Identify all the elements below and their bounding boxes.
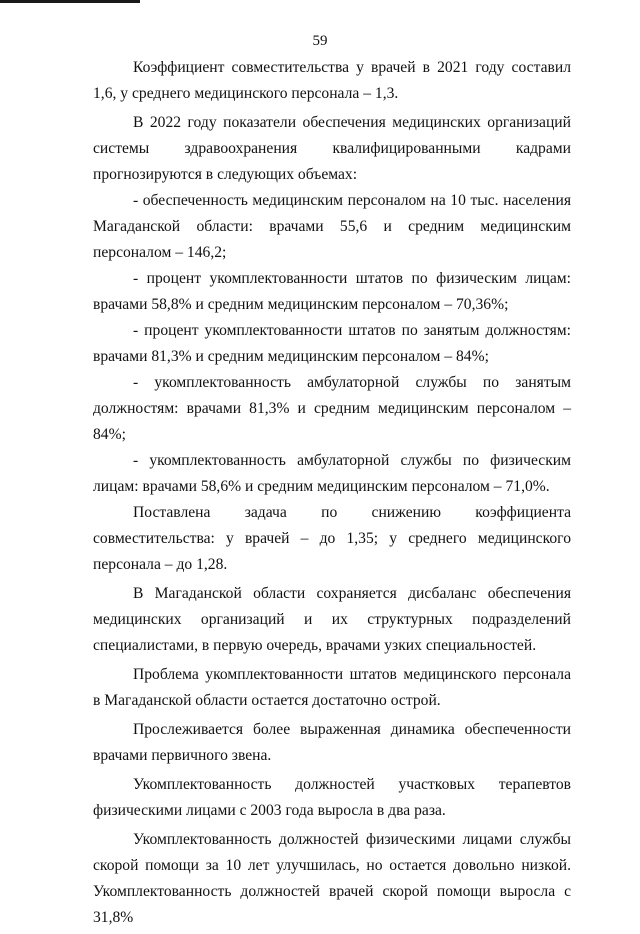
page-number: 59 [312, 33, 328, 49]
list-item-staffing-by-positions: - процент укомплектованности штатов по занятым должностям: врачами 81,3% и средним медицинским персоналом – 84%; [93, 322, 571, 365]
paragraph-forecast-2022: В 2022 году показатели обеспечения медицинских организаций системы здравоохранения квалифицированными кадрами прогнозируются в следующих объемах: [93, 114, 571, 183]
document-body [93, 55, 571, 934]
paragraph-imbalance: В Магаданской области сохраняется дисбаланс обеспечения медицинских организаций и их структурных подразделений специалистами, в первую очередь, врачами узких специальностей. [93, 585, 571, 654]
paragraph-therapists-staffing: Укомплектованность должностей участковых терапевтов физическими лицами с 2003 года выросла в два раза. [93, 776, 571, 819]
paragraph-emergency-staffing: Укомплектованность должностей физическими лицами службы скорой помощи за 10 лет улучшилась, но остается довольно низкой. Укомплектованность должностей врачей скорой помощи выросла с 31,8% [93, 831, 571, 926]
paragraph-coefficient-2021: Коэффициент совместительства у врачей в 2021 году составил 1,6, у среднего медицинского персонала – 1,3. [93, 59, 571, 102]
paragraph-staffing-problem: Проблема укомплектованности штатов медицинского персонала в Магаданской области остается достаточно острой. [93, 666, 571, 709]
paragraph-reduction-goal: Поставлена задача по снижению коэффициента совместительства: у врачей – до 1,35; у среднего медицинского персонала – до 1,28. [93, 504, 571, 573]
list-item-staffing-per-10k: - обеспеченность медицинским персоналом на 10 тыс. населения Магаданской области: врачами 55,6 и средним медицинским персоналом – 146,2; [93, 192, 571, 261]
list-item-ambulatory-by-positions: - укомплектованность амбулаторной службы по занятым должностям: врачами 81,3% и средним медицинским персоналом – 84%; [93, 374, 571, 443]
list-item-staffing-by-individuals: - процент укомплектованности штатов по физическим лицам: врачами 58,8% и средним медицинским персоналом – 70,36%; [93, 270, 571, 313]
top-rule-decoration [0, 0, 140, 3]
list-item-ambulatory-by-individuals: - укомплектованность амбулаторной службы по физическим лицам: врачами 58,6% и средним медицинским персоналом – 71,0%. [93, 452, 571, 495]
paragraph-primary-care-dynamics: Прослеживается более выраженная динамика обеспеченности врачами первичного звена. [93, 721, 571, 764]
